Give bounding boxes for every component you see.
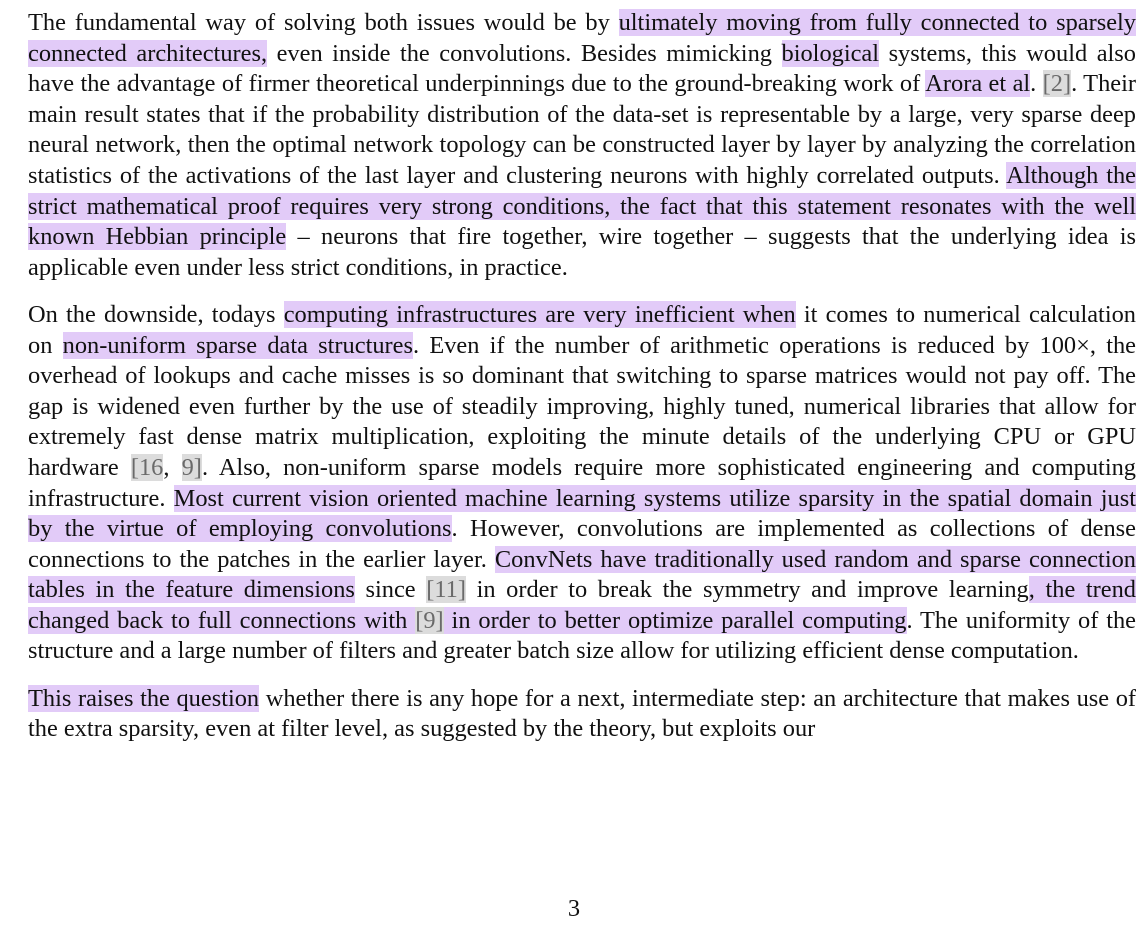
highlighted-text: , the trend changed back to full connections with — [28, 576, 1136, 634]
highlighted-text: computing infrastructures are very inefficient when — [283, 300, 796, 328]
text-segment: systems, this would also have the advantage of firmer theoretical underpinnings due to the ground-breaking work of — [28, 39, 1136, 98]
text-segment: The fundamental way of solving both issues would be by — [28, 9, 619, 36]
page-number: 3 — [567, 895, 581, 922]
text-segment: in order to break the symmetry and improve learning — [465, 576, 1029, 604]
text-segment: . Also, non-uniform sparse models require more sophisticated engineering and computing infrastructure. — [28, 453, 1136, 512]
text-segment: . However, convolutions are implemented as collections of dense connections to the patches in the earlier layer. — [28, 515, 1136, 573]
citation-link[interactable]: 9] — [181, 453, 202, 481]
highlighted-text: This raises the question — [28, 684, 260, 712]
citation-link[interactable]: [2] — [1042, 70, 1072, 98]
paragraph-question — [28, 684, 1136, 745]
text-segment: whether there is any hope for a next, intermediate step: an architecture that makes use of the extra sparsity, even at filter level, as suggested by the theory, but exploits our — [28, 684, 1137, 743]
highlighted-text: Most current vision oriented machine learning systems utilize sparsity in the spatial domain just by the virtue of employing convolutions — [28, 484, 1136, 543]
paragraph-computing-infrastructure — [28, 300, 1136, 667]
highlighted-citation[interactable]: [9] — [415, 606, 444, 634]
highlighted-text: ultimately moving from fully connected to sparsely connected architectures, — [28, 9, 1137, 67]
text-segment: it comes to numerical calculation on — [28, 300, 1137, 359]
highlighted-text: ConvNets have traditionally used random and sparse connection tables in the feature dimensions — [28, 545, 1136, 604]
paragraph-sparse-architectures — [28, 8, 1136, 283]
highlighted-text: Arora et al — [925, 70, 1031, 98]
highlighted-text: Although the strict mathematical proof requires very strong conditions, the fact that this statement resonates with the well known Hebbian principle — [28, 161, 1136, 251]
text-segment: . Their main result states that if the probability distribution of the data-set is representable by a large, very sparse deep neural network, then the optimal network topology can be constructed layer by layer by analyzing the correlation statistics of the activations of the last layer and clustering neurons with highly correlated outputs. — [28, 70, 1137, 189]
text-segment: even inside the convolutions. Besides mimicking — [267, 39, 782, 67]
text-segment: – neurons that fire together, wire together – suggests that the underlying idea is applicable even under less strict conditions, in practice. — [28, 223, 1136, 281]
text-segment: On the downside, todays — [28, 300, 284, 328]
highlighted-text: non-uniform sparse data structures — [62, 331, 413, 359]
highlighted-text: in order to better optimize parallel computing — [443, 606, 907, 634]
text-segment: , — [163, 453, 182, 481]
paper-page-body — [28, 8, 1136, 745]
highlighted-text: biological — [781, 39, 880, 67]
text-segment: since — [354, 576, 427, 604]
text-segment: . — [1030, 70, 1043, 98]
citation-link[interactable]: [11] — [426, 576, 466, 604]
text-segment: . The uniformity of the structure and a large number of filters and greater batch size allow for utilizing efficient dense computation. — [28, 606, 1136, 665]
citation-link[interactable]: [16 — [130, 453, 164, 481]
text-segment: . Even if the number of arithmetic operations is reduced by 100×, the overhead of lookups and cache misses is so dominant that switching to sparse matrices would not pay off. The gap is widened even further by the use of steadily improving, highly tuned, numerical libraries that allow for extremely fast dense matrix multiplication, exploiting the minute details of the underlying CPU or GPU hardware — [28, 331, 1136, 481]
